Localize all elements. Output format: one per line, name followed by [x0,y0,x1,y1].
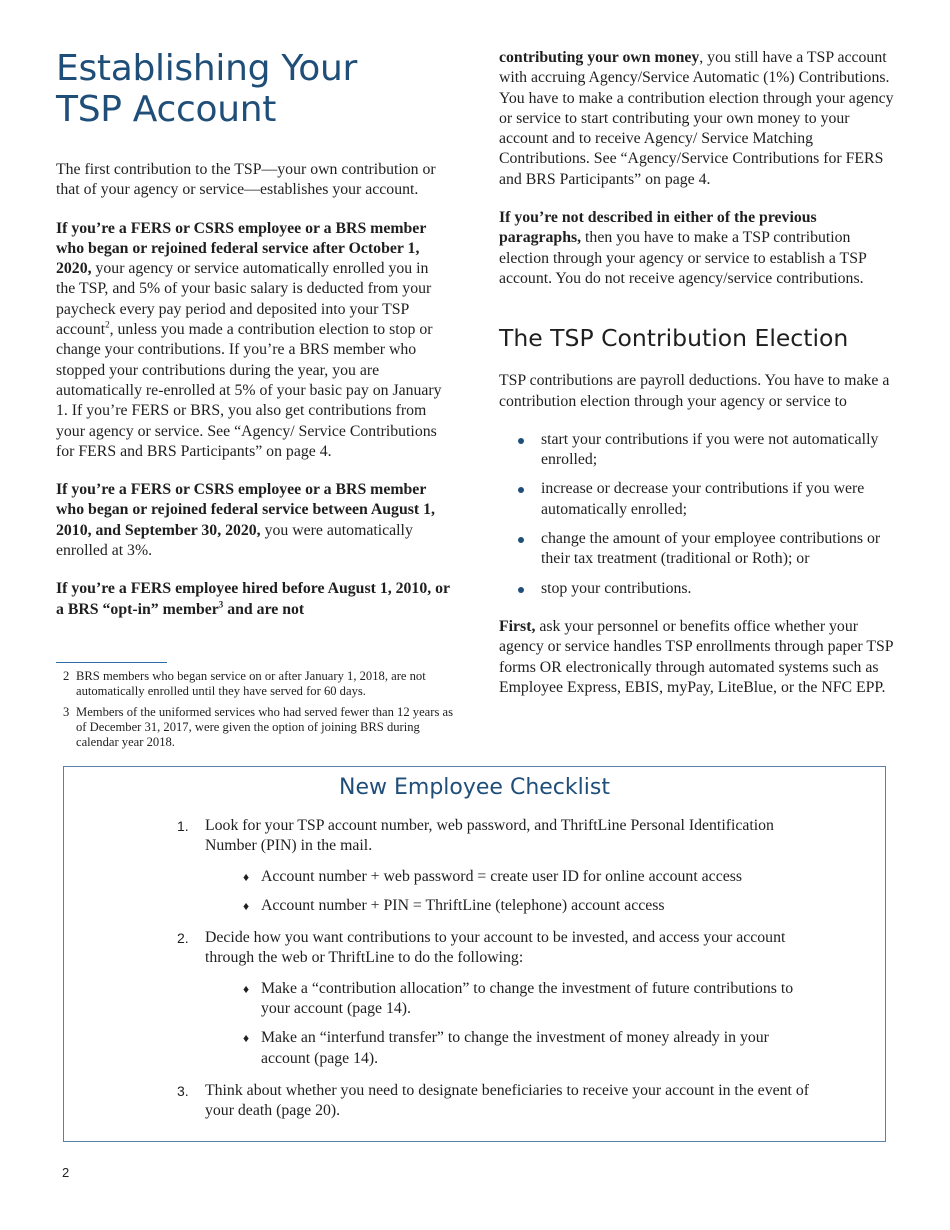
footnote-number: 3 [63,705,70,719]
diamond-bullet-icon: ♦ [243,1031,250,1046]
diamond-bullet-icon: ♦ [243,981,250,996]
bullet-icon [518,537,524,543]
footnote-text: BRS members who began service on or after January 1, 2018, are not automatically enrolled until they have served for 60 days. [76,669,426,698]
paragraph-lead: If you’re a FERS or CSRS employee or a BRS member who began or rejoined federal service after October 1, 2020, [56,219,427,278]
checklist-item [177,928,817,1069]
paragraph-lead: contributing your own money [499,49,700,66]
footnote-ref-2: 2 [105,319,110,330]
paragraph-auto-enroll-5pct [56,219,451,463]
checklist-number: 1. [177,818,189,834]
paragraph-text: , you still have a TSP account with accruing Agency/Service Automatic (1%) Contributions. You have to make a contribution election through your agency or service to start contributing your own money to your account and to receive Agency/ Service Matching Contributions. See “Agency/Service Contributions for FERS and BRS Participants” on page 4. [499,49,894,188]
sub-item-text: Account number + web password = create user ID for online account access [261,867,743,885]
bullet-icon [518,438,524,444]
election-bullet-list [499,430,894,599]
paragraph-text: your agency or service automatically enrolled you in the TSP, and 5% of your basic salary is deducted from your paycheck every pay period and deposited into your TSP account [56,260,432,339]
list-item [499,579,894,599]
footnote-divider [56,662,167,663]
page-title-line1: Establishing Your [56,48,357,89]
sub-item [243,979,817,1020]
sub-item-text: Make a “contribution allocation” to change the investment of future contributions to your account (page 14). [261,979,794,1018]
sub-item [243,896,817,916]
checklist-item [177,816,817,916]
paragraph-not-described [499,208,894,289]
checklist-text: Think about whether you need to designate beneficiaries to receive your account in the event of your death (page 20). [205,1081,809,1120]
paragraph-lead-a: If you’re a FERS employee hired before August 1, 2010, or a BRS “opt-in” member [56,580,450,618]
paragraph-text: then you have to make a TSP contribution election through your agency or service to establish a TSP account. You do not receive agency/service contributions. [499,229,867,287]
section-heading: The TSP Contribution Election [499,324,849,353]
footnote-2 [56,669,456,699]
paragraph-hired-before-2010 [56,579,451,620]
list-item [499,430,894,471]
list-item-text: increase or decrease your contributions if you were automatically enrolled; [541,480,865,518]
new-employee-checklist [63,766,886,1142]
paragraph-continued [499,48,894,190]
checklist-sublist [243,979,817,1069]
paragraph-lead: First, [499,617,536,635]
checklist-text: Decide how you want contributions to your account to be invested, and access your account through the web or ThriftLine to do the following: [205,929,786,967]
footnote-ref-3: 3 [218,599,224,610]
sub-item-text: Make an “interfund transfer” to change the investment of money already in your account (page 14). [261,1029,769,1067]
right-column [499,48,894,716]
paragraph-text: you were automatically enrolled at 3%. [56,521,413,560]
footnote-text: Members of the uniformed services who had served fewer than 12 years as of December 31, 2017, were given the option of joining BRS during calendar year 2018. [76,705,453,749]
list-item [499,529,894,570]
checklist-text: Look for your TSP account number, web password, and ThriftLine Personal Identification Number (PIN) in the mail. [205,817,774,855]
checklist-title: New Employee Checklist [339,775,610,800]
paragraph-lead-b: and are not [223,600,305,618]
footnotes [56,662,456,756]
bullet-icon [518,487,524,493]
intro-paragraph: The first contribution to the TSP—your own contribution or that of your agency or service—establishes your account. [56,161,436,199]
paragraph-text: , unless you made a contribution election to stop or change your contributions. If you’re a BRS member who stopped your contributions during the year, you are automatically re-enrolled at 5% of your basic pay on January 1. If you’re FERS or BRS, you also get contributions from your agency or service. See “Agency/ Service Contributions for FERS and BRS Participants” on page 4. [56,321,442,460]
diamond-bullet-icon: ♦ [243,898,250,913]
sub-item-text: Account number + PIN = ThriftLine (telephone) account access [261,896,665,914]
paragraph-first [499,617,894,698]
checklist-sublist [243,867,817,917]
list-item-text: change the amount of your employee contributions or their tax treatment (traditional or Roth); or [541,530,881,568]
left-column [56,48,451,638]
paragraph-text: ask your personnel or benefits office whether your agency or service handles TSP enrollments through paper TSP forms OR electronically through automated systems such as Employee Express, EBIS, myPay, LiteBlue, or the NFC EPP. [499,617,893,696]
checklist-number: 2. [177,930,189,947]
footnote-number: 2 [63,669,70,683]
checklist-number: 3. [177,1082,189,1099]
sub-item [243,867,817,887]
paragraph-lead: If you’re a FERS or CSRS employee or a BRS member who began or rejoined federal service between August 1, 2010, and September 30, 2020, [56,481,435,539]
paragraph-lead [56,580,450,617]
election-intro: TSP contributions are payroll deductions. You have to make a contribution election through your agency or service to [499,372,890,410]
page-title [56,48,451,130]
checklist-items [177,816,817,1122]
list-item [499,479,894,520]
diamond-bullet-icon: ♦ [243,869,250,884]
checklist-item [177,1081,817,1122]
page-number: 2 [62,1165,70,1180]
bullet-icon [518,587,524,593]
page-title-line2: TSP Account [56,89,277,130]
paragraph-auto-enroll-3pct [56,480,451,561]
list-item-text: stop your contributions. [541,579,692,597]
list-item-text: start your contributions if you were not automatically enrolled; [541,430,879,469]
sub-item [243,1028,817,1069]
footnote-3 [56,705,456,750]
paragraph-lead: If you’re not described in either of the previous paragraphs, [499,209,817,247]
